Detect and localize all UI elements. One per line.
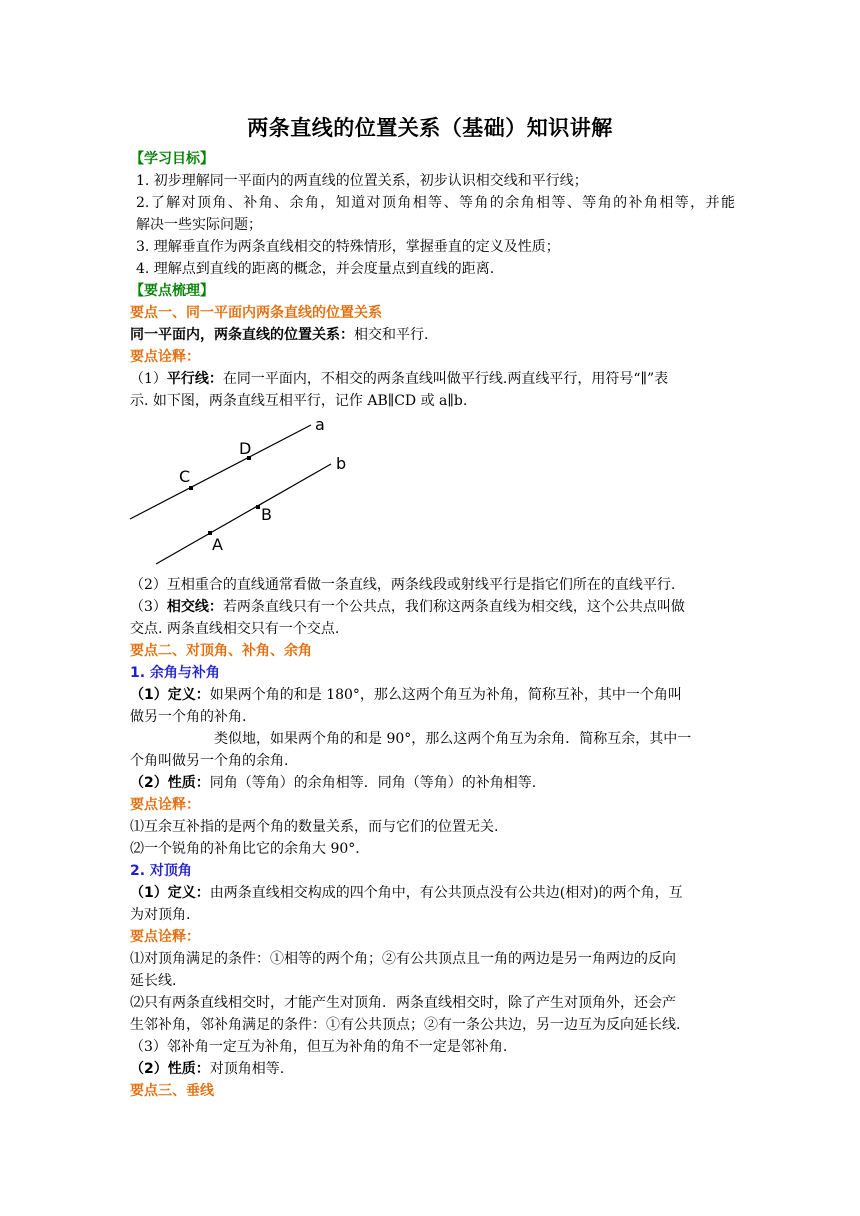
point1-lead-rest: 相交和平行.	[354, 327, 429, 343]
goal-item-3: 3. 理解垂直作为两条直线相交的特殊情形，掌握垂直的定义及性质；	[136, 239, 560, 255]
vertical-angles-property-text: 对顶角相等.	[209, 1061, 285, 1077]
line-a	[130, 425, 311, 519]
label-d: D	[239, 439, 252, 458]
label-a: a	[315, 415, 325, 434]
complementary-definition-line2: 个角叫做另一个角的余角.	[130, 753, 289, 769]
property-label: （2）性质：	[130, 775, 210, 791]
point1-para1	[130, 368, 735, 390]
point1-lead-bold: 同一平面内，两条直线的位置关系：	[130, 327, 354, 343]
definition-label: （1）定义：	[130, 687, 210, 703]
label-a-point: A	[212, 535, 223, 554]
point1-para1-line2: 示. 如下图，两条直线互相平行，记作 AB∥CD 或 a∥b.	[130, 393, 468, 409]
point1-note-heading: 要点诠释：	[130, 349, 200, 365]
goal-item-2-cont: 解决一些实际问题；	[136, 217, 262, 233]
supplementary-definition-line2: 做另一个角的补角.	[130, 709, 247, 725]
definition-label-2: （1）定义：	[130, 885, 210, 901]
vertical-angles-property	[130, 1058, 735, 1080]
vertical-note-2: ⑵只有两条直线相交时，才能产生对顶角．两条直线相交时，除了产生对顶角外，还会产	[130, 995, 676, 1011]
point1-heading: 要点一、同一平面内两条直线的位置关系	[130, 305, 382, 321]
angle-property-text: 同角（等角）的余角相等．同角（等角）的补角相等.	[209, 775, 537, 791]
vertical-note-1-line2: 延长线.	[130, 973, 177, 989]
vertical-angles-definition-line2: 为对顶角.	[130, 907, 191, 923]
vertical-angles-note-heading: 要点诠释：	[130, 929, 200, 945]
goal-item-1: 1. 初步理解同一平面内的两直线的位置关系，初步认识相交线和平行线；	[136, 173, 588, 189]
vertical-angles-definition	[130, 882, 735, 904]
summary-heading: 【要点梳理】	[130, 283, 214, 299]
point-b-marker	[256, 505, 260, 509]
angle-property	[130, 772, 735, 794]
goal-item-4: 4. 理解点到直线的距离的概念，并会度量点到直线的距离.	[136, 261, 495, 277]
point1-para3-rest: 若两条直线只有一个公共点，我们称这两条直线为相交线，这个公共点叫做	[222, 599, 685, 615]
point2-note-1: ⑴互余互补指的是两个角的数量关系，而与它们的位置无关.	[130, 819, 499, 835]
point1-para2: （2）互相重合的直线通常看做一条直线，两条线段或射线平行是指它们所在的直线平行.	[130, 577, 676, 593]
label-b: b	[336, 454, 347, 473]
point2-note-2: ⑵一个锐角的补角比它的余角大 90°．	[130, 841, 370, 857]
point-c-marker	[189, 486, 193, 490]
learning-goals-heading: 【学习目标】	[130, 151, 214, 167]
label-b-point: B	[261, 505, 272, 524]
supplementary-definition-text: 如果两个角的和是 180°，那么这两个角互为补角，简称互补，其中一个角叫	[209, 687, 682, 703]
point1-para1-rest: 在同一平面内，不相交的两条直线叫做平行线.两直线平行，用符号“∥”表	[222, 371, 669, 387]
vertical-angles-definition-text: 由两条直线相交构成的四个角中，有公共顶点没有公共边(相对)的两个角，互	[209, 885, 683, 901]
vertical-note-3: （3）邻补角一定互为补角，但互为补角的角不一定是邻补角.	[130, 1039, 508, 1055]
point1-para3	[130, 596, 735, 618]
point3-heading: 要点三、垂线	[130, 1083, 214, 1099]
vertical-note-2-line2: 生邻补角，邻补角满足的条件：①有公共顶点；②有一条公共边，另一边互为反向延长线.	[130, 1017, 681, 1033]
point2-note-heading: 要点诠释：	[130, 797, 200, 813]
intersecting-term: 相交线：	[166, 599, 223, 615]
parallel-term: 平行线：	[166, 371, 223, 387]
supplementary-definition	[130, 684, 735, 706]
property-label-2: （2）性质：	[130, 1061, 210, 1077]
page-title: 两条直线的位置关系（基础）知识讲解	[247, 116, 613, 140]
vertical-note-1: ⑴对顶角满足的条件：①相等的两个角；②有公共顶点且一角的两边是另一角两边的反向	[130, 951, 676, 967]
point1-lead	[130, 324, 735, 346]
label-c: C	[179, 467, 191, 486]
vertical-angles-heading: 2. 对顶角	[130, 863, 192, 879]
point1-para1-prefix: （1）	[130, 371, 167, 387]
complementary-definition: 类似地，如果两个角的和是 90°，那么这两个角互为余角．简称互余，其中一	[214, 731, 692, 747]
parallel-lines-figure	[128, 412, 358, 572]
point1-para3-prefix: （3）	[130, 599, 167, 615]
point2-heading: 要点二、对顶角、补角、余角	[130, 643, 312, 659]
goal-item-2: 2.了解对顶角、补角、余角，知道对顶角相等、等角的余角相等、等角的补角相等，并能	[136, 195, 735, 211]
point1-para3-line2: 交点. 两条直线相交只有一个交点.	[130, 621, 340, 637]
complementary-supplementary-heading: 1. 余角与补角	[130, 665, 220, 681]
